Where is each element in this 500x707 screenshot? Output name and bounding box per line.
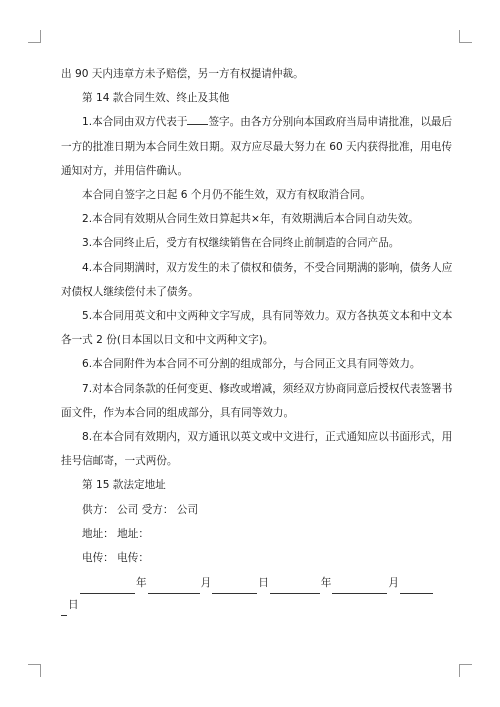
line-text: 第 14 款合同生效、终止及其他 <box>82 92 230 105</box>
parties-line <box>61 498 439 522</box>
year-label-2: 年 <box>320 577 332 590</box>
clause-14-item-2 <box>61 207 439 231</box>
line-text: 3.本合同终止后，受方有权继续销售在合同终止前制造的合同产品。 <box>82 237 400 250</box>
document-page <box>61 62 453 616</box>
line-text: 第 15 款法定地址 <box>82 479 166 492</box>
line-text: 6.本合同附件为本合同不可分割的组成部分，与合同正文具有同等效力。 <box>82 358 421 371</box>
clause-14-item-6 <box>61 352 439 376</box>
clause-14-item-7 <box>61 377 453 401</box>
line-text: 7.对本合同条款的任何变更、修改或增减，须经双方协商同意后授权代表签署书 <box>82 382 453 395</box>
line-5 <box>61 159 439 183</box>
day-blank-2-part-a <box>400 580 433 594</box>
line-4 <box>61 135 452 159</box>
line-6 <box>61 183 439 207</box>
line-15 <box>61 401 439 425</box>
line-text: 5.本合同用英文和中文两种文字写成，具有同等效力。双方各执英文本和中文本 <box>82 310 453 323</box>
line-17 <box>61 449 439 473</box>
day-blank-1 <box>212 580 257 594</box>
signature-date-row-continued <box>61 594 439 616</box>
line-text: 对债权人继续偿付未了债务。 <box>61 285 199 298</box>
line-text: 8.在本合同有效期内，双方通讯以英文或中文进行，正式通知应以书面形式，用 <box>82 431 453 444</box>
month-label-1: 月 <box>200 577 212 590</box>
clause-14-item-5 <box>61 304 453 328</box>
line-text: 签字。由各方分别向本国政府当局申请批准，以最后 <box>208 116 453 129</box>
year-blank-1 <box>80 580 135 594</box>
clause-14-heading <box>61 86 439 110</box>
line-text: 面文件，作为本合同的组成部分，具有同等效力。 <box>61 406 295 419</box>
crop-mark-top-left <box>28 30 41 43</box>
line-1 <box>61 62 439 86</box>
line-text: 电传： 电传： <box>82 552 149 565</box>
address-line <box>61 522 439 546</box>
line-12 <box>61 328 439 352</box>
line-text: 挂号信邮寄，一式两份。 <box>61 455 178 468</box>
line-text: 4.本合同期满时，双方发生的未了债权和债务，不受合同期满的影响，债务人应 <box>82 261 453 274</box>
day-label-2: 日 <box>68 599 79 612</box>
crop-mark-bottom-right <box>459 664 472 677</box>
month-blank-2 <box>332 580 387 594</box>
month-blank-1 <box>148 580 200 594</box>
line-text: 通知对方，并用信件确认。 <box>61 164 189 177</box>
signing-date-blank <box>187 112 208 125</box>
clause-14-item-3 <box>61 231 439 255</box>
line-text: 本合同自签字之日起 6 个月仍不能生效，双方有权取消合同。 <box>82 189 371 202</box>
crop-mark-bottom-left <box>28 664 41 677</box>
year-label-1: 年 <box>136 577 147 590</box>
line-text: 出 90 天内违章方未予赔偿，另一方有权提请仲裁。 <box>61 68 304 80</box>
year-blank-2 <box>270 580 320 594</box>
clause-15-heading <box>61 473 439 497</box>
line-text: 各一式 2 份(日本国以日文和中文两种文字)。 <box>61 334 274 347</box>
month-label-2: 月 <box>388 577 399 590</box>
clause-14-item-4 <box>61 256 453 280</box>
clause-14-item-8 <box>61 425 453 449</box>
clause-14-item-1 <box>61 110 453 134</box>
line-text: 一方的批准日期为本合同生效日期。双方应尽最大努力在 60 天内获得批准，用电传 <box>61 140 452 153</box>
line-text: 2.本合同有效期从合同生效日算起共×年，有效期满后本合同自动失效。 <box>82 213 419 226</box>
line-text: 1.本合同由双方代表于 <box>82 116 188 129</box>
day-label-1: 日 <box>258 577 269 590</box>
telex-line <box>61 546 439 570</box>
signature-date-row <box>61 572 439 594</box>
line-text: 地址： 地址： <box>82 527 149 540</box>
line-10 <box>61 280 439 304</box>
line-text: 供方： 公司 受方： 公司 <box>82 503 199 516</box>
crop-mark-top-right <box>459 30 472 43</box>
